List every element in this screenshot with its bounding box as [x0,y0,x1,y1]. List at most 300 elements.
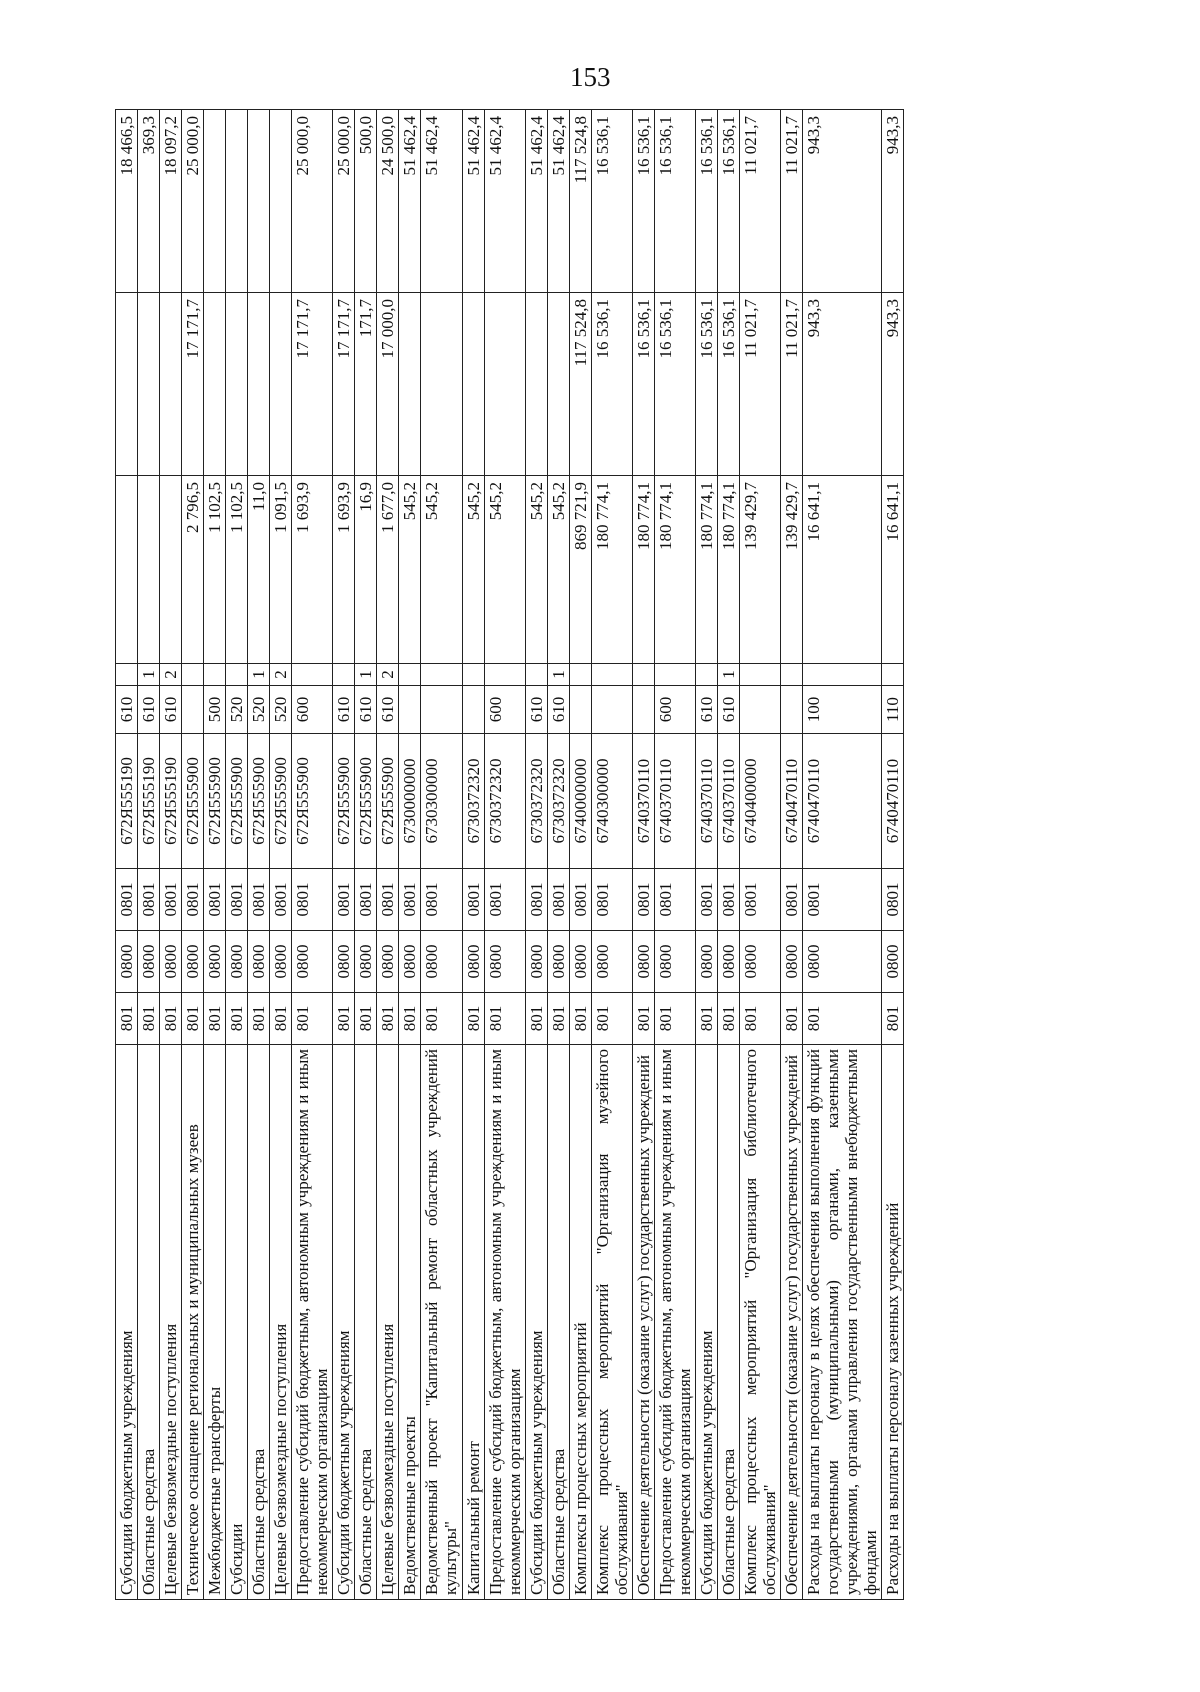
cell-amount-1: 180 774,1 [654,476,695,664]
cell-amount-1: 180 774,1 [591,476,632,664]
table-row [248,110,270,1600]
cell-expense-type: 520 [248,686,270,734]
table-row [421,110,462,1600]
cell-subsection: 0801 [695,869,717,931]
cell-amount-3: 51 462,4 [462,110,484,293]
table-row [803,110,882,1600]
cell-amount-1: 545,2 [525,476,547,664]
cell-amount-3: 51 462,4 [421,110,462,293]
cell-subsection: 0801 [591,869,632,931]
cell-expense-type: 520 [226,686,248,734]
cell-section: 0800 [803,931,882,993]
cell-subsection: 0801 [632,869,654,931]
cell-target-article: 672Я555190 [116,734,138,869]
cell-expense-type: 600 [292,686,333,734]
cell-section: 0800 [248,931,270,993]
cell-name: Субсидии [226,1045,248,1600]
cell-funding-source: 2 [377,664,399,686]
cell-target-article: 6740000000 [569,734,591,869]
table-row [717,110,739,1600]
cell-amount-1: 869 721,9 [569,476,591,664]
cell-target-article: 6730300000 [421,734,462,869]
cell-amount-1: 11,0 [248,476,270,664]
cell-section: 0800 [462,931,484,993]
cell-name: Ведомственные проекты [399,1045,421,1600]
cell-amount-2: 16 536,1 [695,293,717,476]
table-row [695,110,717,1600]
cell-funding-source [421,664,462,686]
table-row [399,110,421,1600]
cell-subsection: 0801 [569,869,591,931]
cell-target-article: 6730000000 [399,734,421,869]
cell-amount-3: 500,0 [355,110,377,293]
cell-amount-2 [138,293,160,476]
cell-funding-source [204,664,226,686]
table-row [333,110,355,1600]
cell-amount-1: 16,9 [355,476,377,664]
cell-amount-1: 139 429,7 [739,476,780,664]
cell-amount-1: 545,2 [484,476,525,664]
cell-target-article: 672Я555900 [182,734,204,869]
cell-name: Расходы на выплаты персоналу казенных учреждений [882,1045,904,1600]
cell-name: Техническое оснащение региональных и муниципальных музеев [182,1045,204,1600]
cell-amount-3: 51 462,4 [547,110,569,293]
cell-target-article: 672Я555900 [270,734,292,869]
cell-subsection: 0801 [739,869,780,931]
cell-funding-source [882,664,904,686]
cell-subsection: 0801 [226,869,248,931]
table-row [292,110,333,1600]
cell-funding-source: 1 [248,664,270,686]
cell-section: 0800 [182,931,204,993]
cell-subsection: 0801 [116,869,138,931]
cell-amount-3: 51 462,4 [399,110,421,293]
cell-amount-2 [484,293,525,476]
cell-amount-3 [204,110,226,293]
cell-amount-3: 16 536,1 [632,110,654,293]
cell-amount-2: 16 536,1 [717,293,739,476]
cell-expense-type [421,686,462,734]
cell-funding-source [780,664,802,686]
cell-funding-source [525,664,547,686]
cell-amount-3: 16 536,1 [654,110,695,293]
cell-ved: 801 [484,993,525,1045]
cell-amount-1: 180 774,1 [717,476,739,664]
cell-section: 0800 [695,931,717,993]
cell-name: Целевые безвозмездные поступления [160,1045,182,1600]
cell-amount-1: 139 429,7 [780,476,802,664]
table-row [780,110,802,1600]
cell-ved: 801 [138,993,160,1045]
page-number: 153 [570,62,611,92]
cell-ved: 801 [116,993,138,1045]
cell-amount-2 [226,293,248,476]
cell-funding-source [226,664,248,686]
cell-section: 0800 [377,931,399,993]
cell-amount-2 [270,293,292,476]
table-row [654,110,695,1600]
cell-amount-1: 180 774,1 [695,476,717,664]
cell-funding-source [591,664,632,686]
table-row [739,110,780,1600]
table-row [547,110,569,1600]
cell-amount-3: 16 536,1 [695,110,717,293]
cell-section: 0800 [333,931,355,993]
cell-subsection: 0801 [780,869,802,931]
cell-amount-2: 943,3 [882,293,904,476]
cell-amount-3: 117 524,8 [569,110,591,293]
cell-target-article: 6740470110 [882,734,904,869]
cell-amount-1: 1 091,5 [270,476,292,664]
cell-amount-2: 17 171,7 [182,293,204,476]
cell-expense-type [632,686,654,734]
cell-name: Субсидии бюджетным учреждениям [695,1045,717,1600]
cell-subsection: 0801 [138,869,160,931]
cell-amount-2: 943,3 [803,293,882,476]
cell-subsection: 0801 [484,869,525,931]
cell-amount-3: 369,3 [138,110,160,293]
cell-ved: 801 [160,993,182,1045]
cell-target-article: 6740370110 [632,734,654,869]
table-row [882,110,904,1600]
cell-ved: 801 [248,993,270,1045]
cell-target-article: 6730372320 [484,734,525,869]
cell-amount-2 [204,293,226,476]
table-row [116,110,138,1600]
cell-amount-2 [462,293,484,476]
cell-ved: 801 [569,993,591,1045]
cell-expense-type [739,686,780,734]
table-row [355,110,377,1600]
cell-expense-type [591,686,632,734]
cell-expense-type: 610 [116,686,138,734]
cell-name: Субсидии бюджетным учреждениям [333,1045,355,1600]
cell-target-article: 672Я555900 [248,734,270,869]
cell-amount-1: 1 102,5 [204,476,226,664]
cell-amount-1 [138,476,160,664]
cell-ved: 801 [717,993,739,1045]
cell-ved: 801 [204,993,226,1045]
cell-amount-1: 1 102,5 [226,476,248,664]
cell-funding-source [333,664,355,686]
cell-expense-type: 500 [204,686,226,734]
cell-section: 0800 [569,931,591,993]
cell-name: Комплекс процессных мероприятий "Организация музейного обслуживания" [591,1045,632,1600]
cell-funding-source [654,664,695,686]
cell-amount-2 [399,293,421,476]
cell-section: 0800 [591,931,632,993]
cell-amount-1: 1 693,9 [292,476,333,664]
cell-target-article: 6740300000 [591,734,632,869]
cell-expense-type: 610 [717,686,739,734]
cell-section: 0800 [421,931,462,993]
cell-name: Ведомственный проект "Капитальный ремонт областных учреждений культуры" [421,1045,462,1600]
table-row [270,110,292,1600]
cell-expense-type: 610 [160,686,182,734]
cell-subsection: 0801 [248,869,270,931]
cell-amount-3: 25 000,0 [333,110,355,293]
cell-amount-2: 17 000,0 [377,293,399,476]
cell-amount-3: 16 536,1 [717,110,739,293]
cell-expense-type: 610 [695,686,717,734]
cell-name: Комплекс процессных мероприятий "Организация библиотечного обслуживания" [739,1045,780,1600]
cell-amount-1: 545,2 [462,476,484,664]
cell-amount-1: 1 677,0 [377,476,399,664]
cell-amount-1 [160,476,182,664]
cell-amount-3: 943,3 [803,110,882,293]
cell-subsection: 0801 [882,869,904,931]
cell-expense-type: 610 [547,686,569,734]
cell-section: 0800 [717,931,739,993]
table-row [377,110,399,1600]
cell-subsection: 0801 [803,869,882,931]
cell-amount-2 [525,293,547,476]
cell-name: Областные средства [248,1045,270,1600]
cell-target-article: 6740470110 [803,734,882,869]
cell-funding-source [399,664,421,686]
table-row [462,110,484,1600]
cell-amount-3: 25 000,0 [182,110,204,293]
cell-ved: 801 [525,993,547,1045]
cell-amount-3: 943,3 [882,110,904,293]
cell-section: 0800 [116,931,138,993]
cell-section: 0800 [226,931,248,993]
cell-section: 0800 [484,931,525,993]
table-row [632,110,654,1600]
cell-ved: 801 [333,993,355,1045]
cell-amount-1: 2 796,5 [182,476,204,664]
cell-subsection: 0801 [333,869,355,931]
cell-expense-type: 610 [355,686,377,734]
cell-amount-1: 180 774,1 [632,476,654,664]
cell-amount-3 [226,110,248,293]
cell-section: 0800 [882,931,904,993]
cell-ved: 801 [377,993,399,1045]
cell-funding-source: 2 [270,664,292,686]
table-row [569,110,591,1600]
cell-amount-1: 545,2 [547,476,569,664]
cell-amount-2 [116,293,138,476]
cell-section: 0800 [632,931,654,993]
cell-amount-2: 16 536,1 [632,293,654,476]
cell-section: 0800 [292,931,333,993]
table-row [204,110,226,1600]
cell-amount-2: 16 536,1 [654,293,695,476]
cell-section: 0800 [547,931,569,993]
cell-name: Расходы на выплаты персоналу в целях обеспечения выполнения функций государственными (муниципальными) органами, казенными учреждениями, органами управления государственными внебюджетными фондами [803,1045,882,1600]
cell-target-article: 6730372320 [525,734,547,869]
cell-subsection: 0801 [160,869,182,931]
cell-amount-2 [160,293,182,476]
cell-name: Капитальный ремонт [462,1045,484,1600]
cell-subsection: 0801 [547,869,569,931]
cell-subsection: 0801 [462,869,484,931]
cell-expense-type [462,686,484,734]
cell-amount-3: 18 466,5 [116,110,138,293]
cell-target-article: 6740370110 [717,734,739,869]
cell-amount-2 [248,293,270,476]
cell-target-article: 672Я555900 [226,734,248,869]
cell-ved: 801 [292,993,333,1045]
cell-target-article: 6740470110 [780,734,802,869]
cell-name: Целевые безвозмездные поступления [270,1045,292,1600]
cell-target-article: 672Я555900 [292,734,333,869]
cell-subsection: 0801 [717,869,739,931]
cell-ved: 801 [182,993,204,1045]
cell-name: Обеспечение деятельности (оказание услуг) государственных учреждений [632,1045,654,1600]
cell-amount-2: 11 021,7 [780,293,802,476]
table-row [182,110,204,1600]
cell-amount-2: 11 021,7 [739,293,780,476]
cell-target-article: 6740400000 [739,734,780,869]
cell-section: 0800 [399,931,421,993]
cell-target-article: 6730372320 [547,734,569,869]
cell-amount-1 [116,476,138,664]
cell-amount-3: 51 462,4 [525,110,547,293]
cell-subsection: 0801 [270,869,292,931]
cell-subsection: 0801 [292,869,333,931]
cell-funding-source [182,664,204,686]
cell-amount-1: 16 641,1 [803,476,882,664]
cell-funding-source: 1 [717,664,739,686]
cell-section: 0800 [204,931,226,993]
cell-expense-type [399,686,421,734]
cell-name: Областные средства [138,1045,160,1600]
cell-name: Областные средства [547,1045,569,1600]
cell-amount-2: 17 171,7 [333,293,355,476]
cell-amount-3: 16 536,1 [591,110,632,293]
cell-ved: 801 [547,993,569,1045]
cell-amount-1: 1 693,9 [333,476,355,664]
cell-target-article: 672Я555190 [160,734,182,869]
cell-funding-source [569,664,591,686]
cell-ved: 801 [399,993,421,1045]
cell-ved: 801 [780,993,802,1045]
cell-section: 0800 [525,931,547,993]
cell-amount-3: 11 021,7 [739,110,780,293]
cell-name: Предоставление субсидий бюджетным, автономным учреждениям и иным некоммерческим организациям [484,1045,525,1600]
cell-name: Предоставление субсидий бюджетным, автономным учреждениям и иным некоммерческим организациям [654,1045,695,1600]
cell-funding-source [695,664,717,686]
cell-subsection: 0801 [399,869,421,931]
table-row [160,110,182,1600]
cell-funding-source: 1 [355,664,377,686]
cell-amount-3: 18 097,2 [160,110,182,293]
cell-name: Межбюджетные трансферты [204,1045,226,1600]
cell-ved: 801 [226,993,248,1045]
cell-target-article: 6730372320 [462,734,484,869]
cell-funding-source [739,664,780,686]
cell-section: 0800 [160,931,182,993]
cell-section: 0800 [270,931,292,993]
cell-subsection: 0801 [182,869,204,931]
cell-target-article: 672Я555900 [355,734,377,869]
cell-expense-type [569,686,591,734]
cell-name: Целевые безвозмездные поступления [377,1045,399,1600]
cell-ved: 801 [739,993,780,1045]
cell-amount-2 [421,293,462,476]
budget-table [115,109,904,1600]
cell-section: 0800 [355,931,377,993]
cell-target-article: 672Я555900 [333,734,355,869]
table-row [484,110,525,1600]
cell-target-article: 6740370110 [695,734,717,869]
cell-ved: 801 [882,993,904,1045]
cell-name: Областные средства [355,1045,377,1600]
table-row [138,110,160,1600]
cell-subsection: 0801 [355,869,377,931]
rotated-table-container [115,110,1135,1600]
cell-funding-source [803,664,882,686]
cell-amount-3: 24 500,0 [377,110,399,293]
cell-funding-source [484,664,525,686]
cell-name: Субсидии бюджетным учреждениям [116,1045,138,1600]
cell-expense-type: 100 [803,686,882,734]
cell-expense-type: 610 [377,686,399,734]
cell-amount-1: 545,2 [421,476,462,664]
table-body [116,110,904,1600]
table-row [525,110,547,1600]
cell-funding-source: 1 [547,664,569,686]
cell-ved: 801 [803,993,882,1045]
cell-name: Субсидии бюджетным учреждениям [525,1045,547,1600]
cell-funding-source [292,664,333,686]
cell-ved: 801 [632,993,654,1045]
cell-ved: 801 [591,993,632,1045]
cell-name: Предоставление субсидий бюджетным, автономным учреждениям и иным некоммерческим организациям [292,1045,333,1600]
cell-expense-type: 110 [882,686,904,734]
cell-amount-3 [248,110,270,293]
cell-funding-source [632,664,654,686]
cell-ved: 801 [462,993,484,1045]
cell-funding-source [116,664,138,686]
table-row [226,110,248,1600]
cell-expense-type: 610 [525,686,547,734]
cell-amount-2: 17 171,7 [292,293,333,476]
cell-subsection: 0801 [377,869,399,931]
cell-section: 0800 [739,931,780,993]
cell-ved: 801 [270,993,292,1045]
cell-expense-type [182,686,204,734]
cell-amount-2: 16 536,1 [591,293,632,476]
cell-ved: 801 [355,993,377,1045]
cell-target-article: 672Я555900 [204,734,226,869]
cell-amount-3: 25 000,0 [292,110,333,293]
cell-amount-1: 16 641,1 [882,476,904,664]
table-row [591,110,632,1600]
cell-ved: 801 [421,993,462,1045]
cell-funding-source: 1 [138,664,160,686]
cell-expense-type: 600 [484,686,525,734]
cell-target-article: 672Я555900 [377,734,399,869]
cell-expense-type: 520 [270,686,292,734]
cell-target-article: 6740370110 [654,734,695,869]
cell-subsection: 0801 [525,869,547,931]
cell-subsection: 0801 [204,869,226,931]
cell-expense-type: 610 [138,686,160,734]
cell-name: Обеспечение деятельности (оказание услуг) государственных учреждений [780,1045,802,1600]
cell-amount-3 [270,110,292,293]
cell-amount-2: 117 524,8 [569,293,591,476]
cell-name: Областные средства [717,1045,739,1600]
cell-funding-source [462,664,484,686]
cell-subsection: 0801 [654,869,695,931]
cell-amount-2 [547,293,569,476]
cell-section: 0800 [654,931,695,993]
cell-amount-3: 11 021,7 [780,110,802,293]
cell-ved: 801 [695,993,717,1045]
cell-amount-1: 545,2 [399,476,421,664]
